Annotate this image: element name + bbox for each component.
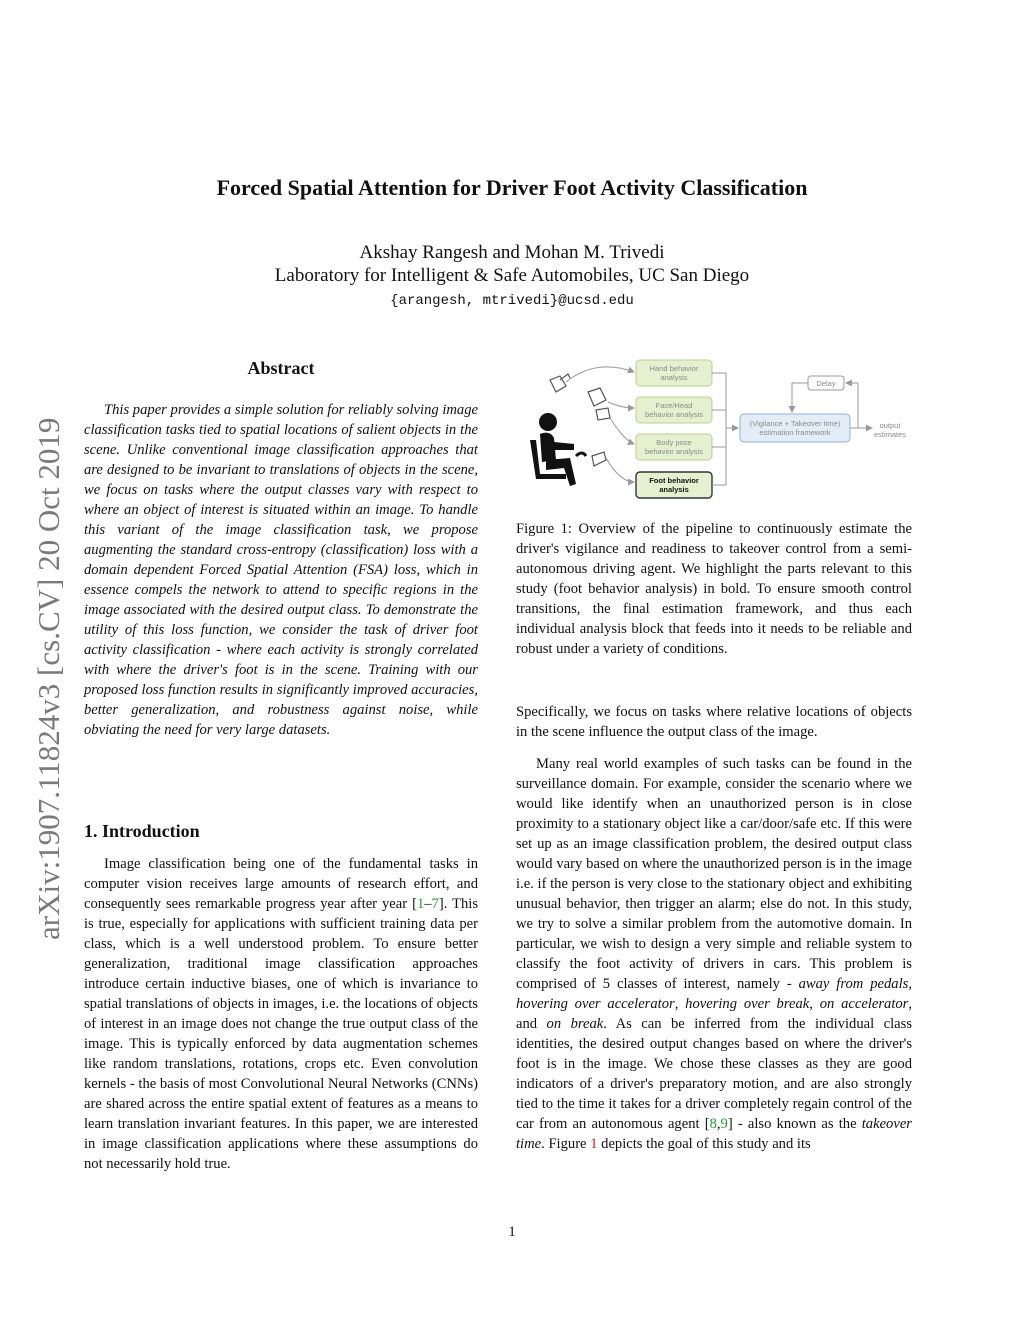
right-paragraph-1: Specifically, we focus on tasks where relative locations of objects in the scene influence the output class of the image.: [516, 704, 912, 740]
output-estimates-label: output: [879, 421, 901, 430]
citation-link[interactable]: 7: [431, 896, 439, 912]
right-paragraph-2: Many real world examples of such tasks can be found in the surveillance domain. For example, consider the scenario where we would like identify when an unauthorized person is in close proximity to a stationary object like a car/door/safe etc. If this were set up as an image classification problem, the desired output class would vary based on where the unauthorized person is in the image i.e. if the person is very close to the stationary object and exhibiting unusual behavior, then trigger an alarm; else do not. In this study, we try to solve a similar problem from the automotive domain. In particular, we wish to design a very simple and reliable system to classify the foot activity of drivers in cars. This problem is comprised of 5 classes of interest, namely - away from pedals, hovering over accelerator, hovering over break, on accelerator, and on break. As can be inferred from the individual class identities, the desired output changes based on where the driver's foot is in the image. We chose these classes as they are good indicators of a driver's preparatory motion, and are also strongly tied to the time it takes for a driver completely regain control of the car from an autonomous agent [8,9] - also known as the takeover time. Figure 1 depicts the goal of this study and its: [516, 756, 913, 1152]
hand-behavior-box: [636, 360, 712, 386]
foot-behavior-box: [636, 472, 712, 498]
intro-paragraph: Image classification being one of the fundamental tasks in computer vision receives large amounts of research effort, and consequently sees remarkable progress year after year [1–7]. This is true, especially for applications with sufficient training data per class, which is a well understood problem. To ensure better generalization, traditional image classification approaches introduce certain inductive biases, one of which is invariance to spatial translations of objects in images, i.e. the locations of objects of interest in an image does not change the true output class of the image. This is typically enforced by data augmentation schemes like random translations, rotations, crops etc. Even convolution kernels - the basis of most Convolutional Neural Networks (CNNs) are shared across the entire spatial extent of features as a means to learn translation invariant features. In this paper, we are interested in image classification applications where these assumptions do not necessarily hold true.: [84, 856, 478, 1172]
intro-body: [84, 854, 478, 1174]
face-behavior-box: [636, 397, 712, 423]
svg-text:(Vigilance + Takeover time): (Vigilance + Takeover time): [749, 419, 841, 428]
affiliation: Laboratory for Intelligent & Safe Automobiles, UC San Diego: [274, 265, 750, 286]
page-number: 1: [508, 1224, 516, 1240]
svg-text:behavior analysis: behavior analysis: [645, 447, 703, 456]
svg-text:Body pose: Body pose: [656, 438, 692, 447]
face-sketch-icon: [588, 388, 610, 420]
abstract-heading: Abstract: [247, 358, 315, 378]
svg-text:Foot behavior: Foot behavior: [649, 476, 699, 485]
svg-text:Hand behavior: Hand behavior: [649, 364, 699, 373]
citation-link[interactable]: 9: [720, 1116, 728, 1132]
intro-heading: 1. Introduction: [84, 821, 200, 841]
abstract-body: [84, 400, 478, 740]
foot-sketch-icon: [592, 452, 606, 466]
caption-text: Overview of the pipeline to continuously estimate the driver's vigilance and readiness to takeover control from a semi-autonomous driving agent. We highlight the parts relevant to this study (foot behavior analysis) in bold. To ensure smooth control transitions, the final estimation framework, and thus each individual analysis block that feeds into it needs to be reliable and robust under a variety of conditions.: [516, 521, 913, 657]
citation-link[interactable]: 1: [416, 896, 425, 912]
svg-text:Delay: Delay: [816, 379, 836, 388]
author-email: {arangesh, mtrivedi}@ucsd.edu: [390, 293, 634, 309]
estimation-framework-box: [740, 414, 850, 442]
abstract-text: This paper provides a simple solution for reliably solving image classification tasks tied to spatial locations of salient objects in the scene. Unlike conventional image classification approaches that are designed to be invariant to translations of objects in the scene, we focus on tasks where the output classes vary with respect to where an object of interest is situated within an image. To handle this variant of the image classification task, we propose augmenting the standard cross-entropy (classification) loss with a domain dependent Forced Spatial Attention (FSA) loss, which in essence compels the network to attend to specific regions in the image associated with the desired output class. To demonstrate the utility of this loss function, we consider the task of driver foot activity classification - where each activity is strongly correlated with where the driver's foot is in the scene. Training with our proposed loss function results in significantly improved accuracies, better generalization, and robustness against noise, while obviating the need for very large datasets.: [84, 402, 478, 738]
paper-title: Forced Spatial Attention for Driver Foot Activity Classification: [216, 175, 808, 200]
svg-text:estimation framework: estimation framework: [759, 428, 831, 437]
svg-text:Face/Head: Face/Head: [655, 401, 693, 410]
figure-1-pipeline-diagram: [516, 352, 912, 502]
author-names: Akshay Rangesh and Mohan M. Trivedi: [359, 242, 665, 263]
svg-text:analysis: analysis: [659, 485, 689, 494]
citation-link[interactable]: 8: [709, 1116, 717, 1132]
svg-text:analysis: analysis: [660, 373, 688, 382]
delay-box: [808, 376, 844, 390]
arxiv-watermark: arXiv:1907.11824v3 [cs.CV] 20 Oct 2019: [31, 417, 66, 940]
driver-pictogram-icon: [530, 413, 586, 486]
svg-text:behavior analysis: behavior analysis: [645, 410, 703, 419]
output-estimates-label: estimates: [873, 430, 907, 439]
caption-label: Figure 1:: [516, 521, 572, 537]
figure-reference-link[interactable]: 1: [590, 1136, 598, 1152]
hand-sketch-icon: [550, 374, 570, 392]
figure-caption: [516, 519, 912, 659]
body-pose-box: [636, 434, 712, 460]
